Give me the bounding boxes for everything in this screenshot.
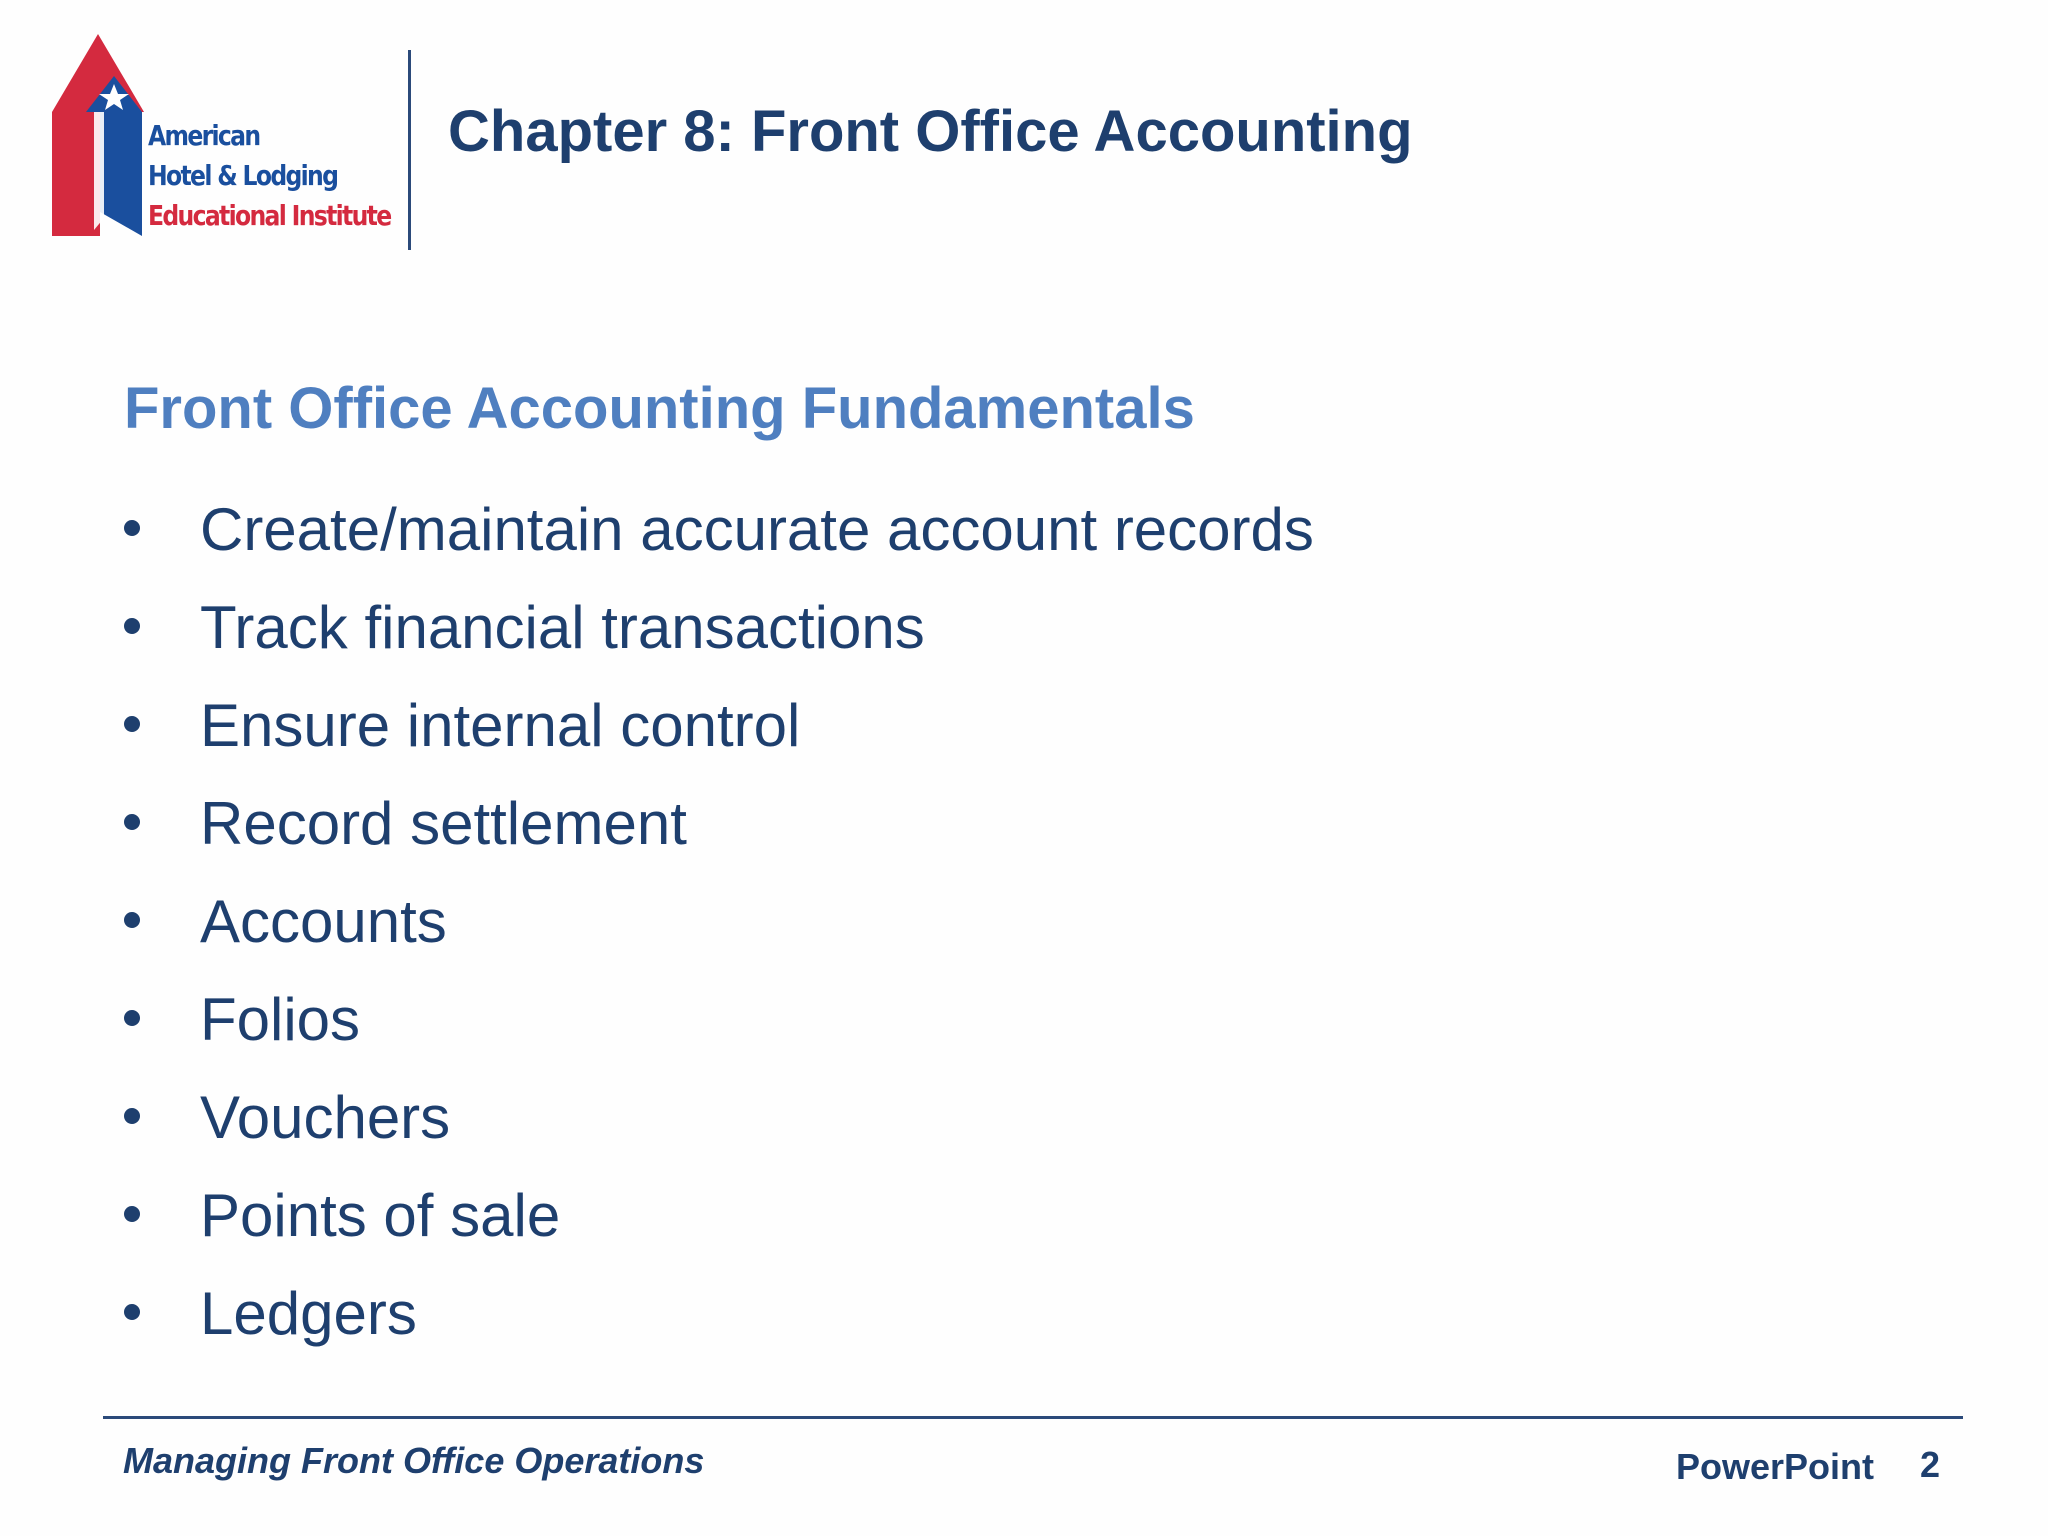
- footer-course-title: Managing Front Office Operations: [123, 1440, 705, 1481]
- bullet-icon: [124, 716, 140, 732]
- page-title: Chapter 8: Front Office Accounting: [448, 99, 1413, 164]
- footer-divider: [103, 1416, 1963, 1419]
- list-item-text: Ledgers: [200, 1280, 417, 1347]
- bullet-icon: [124, 1304, 140, 1320]
- bullet-icon: [124, 912, 140, 928]
- logo-wordmark: [148, 116, 390, 236]
- bullet-icon: [124, 1010, 140, 1026]
- bullet-icon: [124, 520, 140, 536]
- footer-product-label: PowerPoint: [1676, 1446, 1875, 1487]
- list-item-text: Ensure internal control: [200, 692, 801, 759]
- bullet-icon: [124, 1108, 140, 1124]
- section-heading: Front Office Accounting Fundamentals: [124, 376, 1195, 441]
- bullet-icon: [124, 814, 140, 830]
- bullet-icon: [124, 618, 140, 634]
- ahlei-logo: [48, 32, 391, 247]
- page-number: 2: [1920, 1444, 1941, 1485]
- logo-line-educational-institute: Educational Institute: [148, 199, 391, 232]
- list-item-text: Folios: [200, 986, 361, 1053]
- logo-line-american: American: [148, 119, 260, 152]
- header-divider: [408, 50, 411, 250]
- logo-line-hotel-lodging: Hotel & Lodging: [148, 159, 338, 192]
- bullet-icon: [124, 1206, 140, 1222]
- list-item-text: Create/maintain accurate account records: [200, 496, 1314, 563]
- list-item-text: Track financial transactions: [200, 594, 925, 661]
- list-item-text: Points of sale: [200, 1182, 561, 1249]
- list-item-text: Record settlement: [200, 790, 687, 857]
- list-item-text: Vouchers: [200, 1084, 451, 1151]
- list-item-text: Accounts: [200, 888, 447, 955]
